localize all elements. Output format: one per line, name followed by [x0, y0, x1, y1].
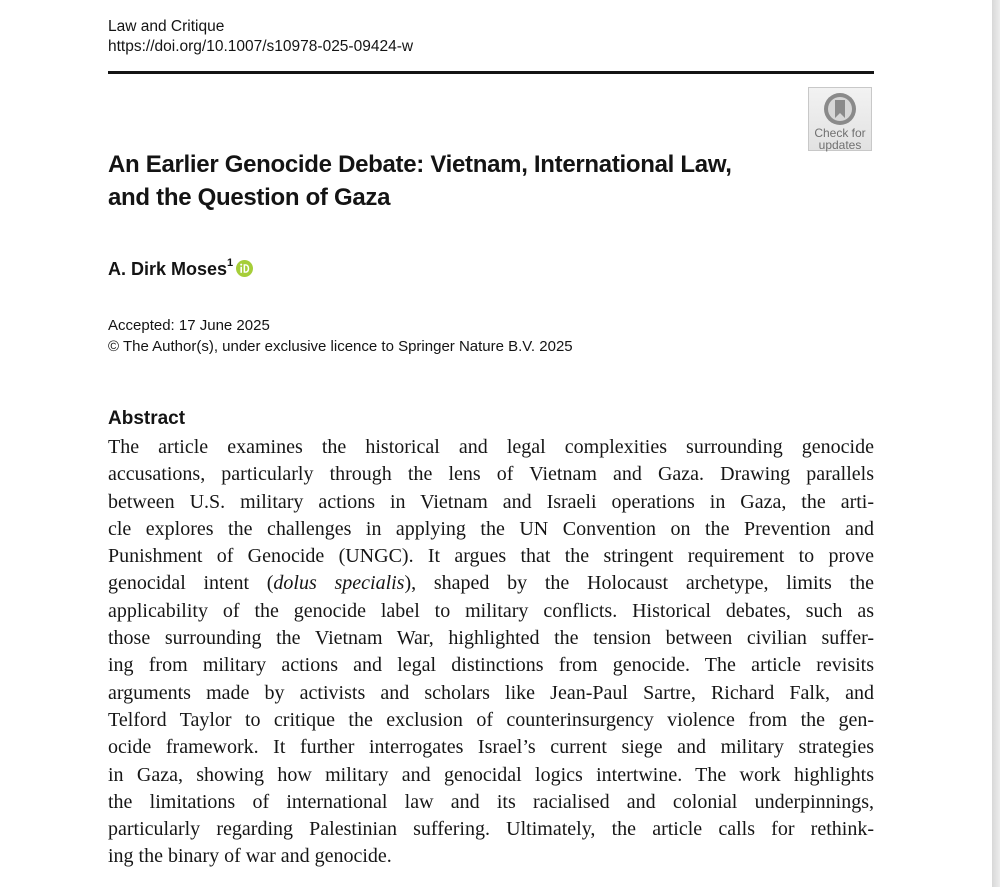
accepted-date: Accepted: 17 June 2025: [108, 317, 270, 334]
article-title: [108, 148, 828, 214]
author: [108, 252, 253, 282]
abstract-line: arguments made by activists and scholars like Jean-Paul Sartre, Richard Falk, and: [108, 681, 874, 704]
header-rule: [108, 71, 874, 74]
author-affiliation: 1: [227, 257, 234, 269]
doi-link[interactable]: https://doi.org/10.1007/s10978-025-09424-w: [108, 38, 414, 55]
abstract-line: applicability of the genocide label to military conflicts. Historical debates, such as: [108, 599, 874, 622]
abstract-line: ocide framework. It further interrogates Israel’s current siege and military strategies: [108, 736, 874, 759]
abstract-line: The article examines the historical and legal complexities surrounding genocide: [108, 436, 874, 458]
badge-line-2: updates: [818, 138, 862, 152]
copyright-notice: © The Author(s), under exclusive licence to Springer Nature B.V. 2025: [108, 338, 573, 355]
author-name: A. Dirk Moses: [108, 259, 228, 279]
abstract-line: cle explores the challenges in applying the UN Convention on the Prevention and: [108, 517, 874, 540]
abstract-line: in Gaza, showing how military and genocidal logics intertwine. The work highlights: [108, 763, 874, 786]
title-line-1: An Earlier Genocide Debate: Vietnam, International Law,: [108, 151, 732, 178]
abstract-line: Telford Taylor to critique the exclusion of counterinsurgency violence from the gen-: [108, 708, 874, 731]
abstract-line: particularly regarding Palestinian suffering. Ultimately, the article calls for rethink-: [108, 818, 874, 841]
abstract-line: those surrounding the Vietnam War, highlighted the tension between civilian suffer-: [108, 627, 874, 650]
abstract-line-part: ), shaped by the Holocaust archetype, limits the: [404, 572, 874, 595]
abstract-line: [108, 570, 874, 597]
abstract-line: the limitations of international law and its racialised and colonial underpinnings,: [108, 790, 874, 813]
abstract-line: Punishment of Genocide (UNGC). It argues that the stringent requirement to prove: [108, 545, 874, 568]
abstract-line: between U.S. military actions in Vietnam and Israeli operations in Gaza, the arti-: [108, 490, 874, 513]
title-line-2: and the Question of Gaza: [108, 184, 391, 211]
check-for-updates-button[interactable]: [808, 87, 872, 151]
check-for-updates-icon: [822, 91, 858, 127]
journal-name: Law and Critique: [108, 18, 225, 35]
abstract-line: ing the binary of war and genocide.: [108, 845, 392, 868]
abstract-text: [108, 434, 874, 871]
abstract-line: ing from military actions and legal distinctions from genocide. The article revisits: [108, 654, 874, 677]
orcid-icon[interactable]: [236, 260, 253, 277]
page-edge-shadow: [992, 0, 1000, 887]
abstract-line: accusations, particularly through the lens of Vietnam and Gaza. Drawing parallels: [108, 463, 874, 486]
abstract-italic-term: dolus specialis: [273, 572, 405, 595]
abstract-line-part: genocidal intent (: [108, 572, 274, 595]
badge-line-1: Check for: [814, 126, 866, 140]
abstract-heading: Abstract: [108, 408, 186, 429]
